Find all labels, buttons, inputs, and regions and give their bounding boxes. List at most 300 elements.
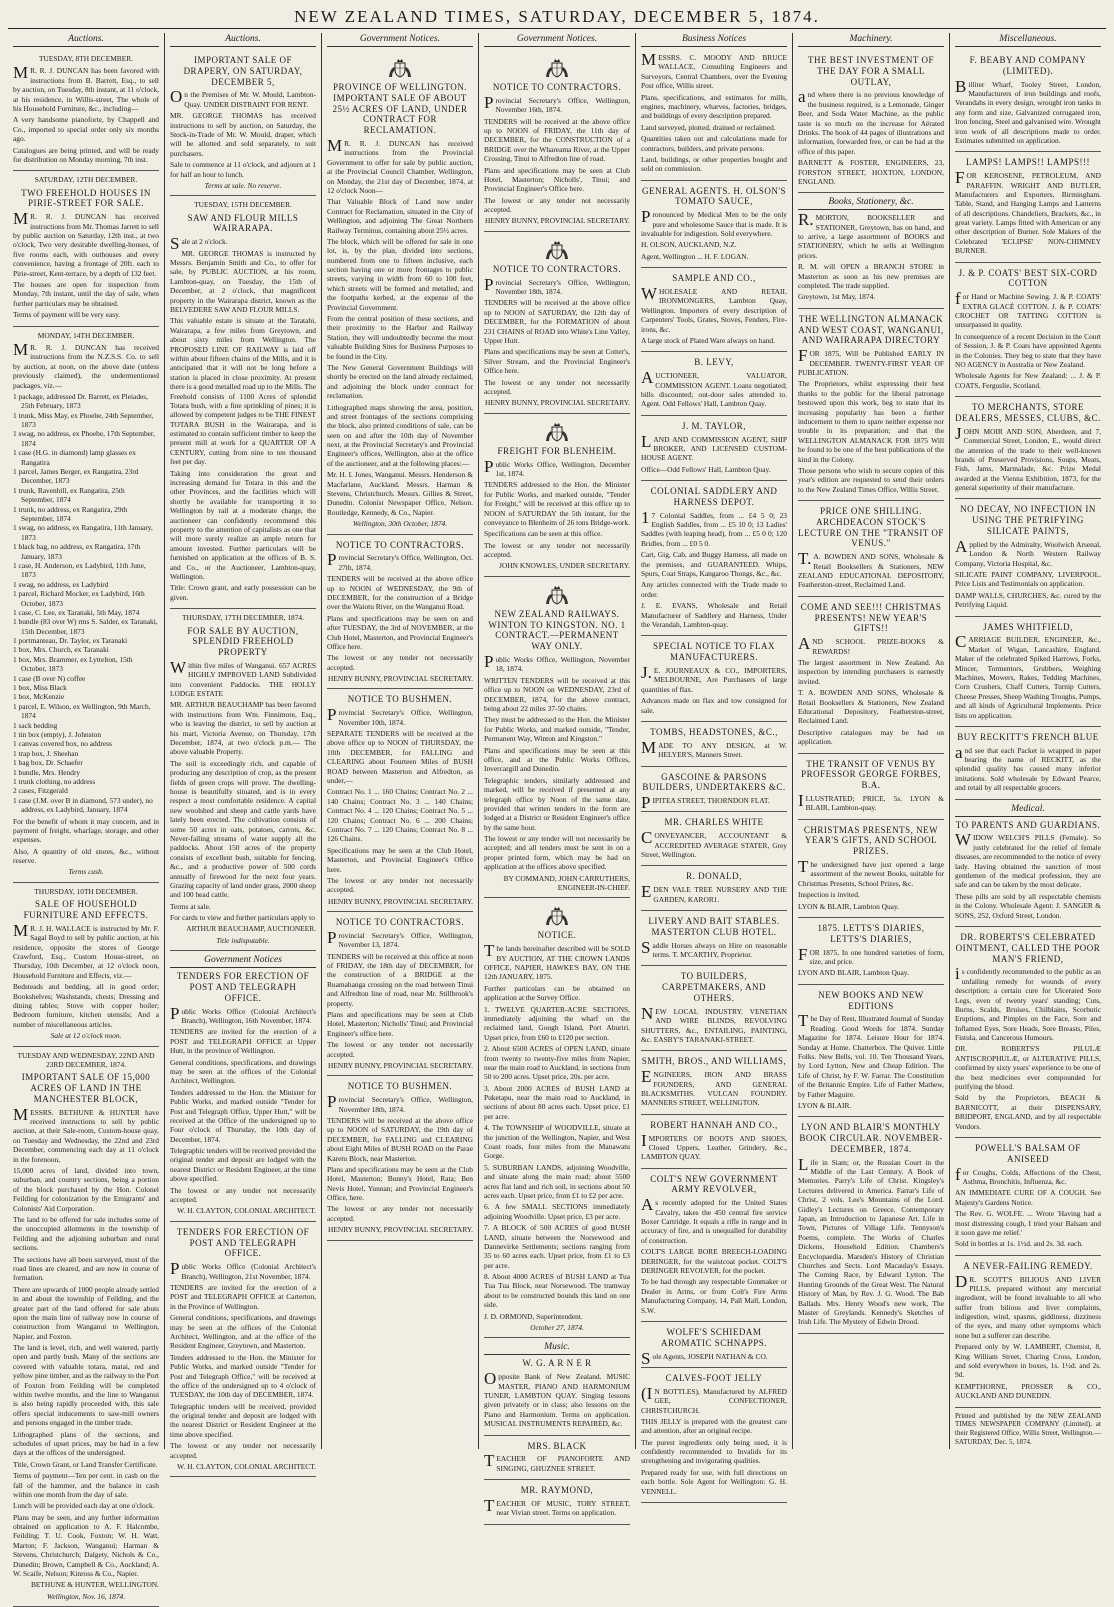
ad-heading: THE TRANSIT OF VENUS BY PROFESSOR GEORGE FORBES, B.A. [801,758,941,791]
ad-paragraph: TENDERS will be received at the above office up to NOON of FRIDAY, the 11th day of DECEMBER, for the CONSTRUCTION of a BRIDGE over the Whareama River, at the Upper Crossing, Tinui to Alfredton line of road. [484,116,630,164]
ad-heading: TO BUILDERS, CARPETMAKERS, AND OTHERS. [661,971,766,1003]
ad-paragraph: That Valuable Block of Land now under Contract for Reclamation, situated in the City of Wellington, and adjoining The Great Northern Railway Terminus, containing about 25½ acres. [327,197,473,235]
ad-heading: TWO FREEHOLD HOUSES IN PIRIE-STREET FOR SALE. [21,187,151,209]
ad-paragraph: MESSRS. BETHUNE & HUNTER have received instructions to sell by public auction, at their Sale-room, Custom-house quay, on Tuesday and Wednesday, the 22nd and 23rd December, commencing each day at 11 o'clock in the forenoon, [13,1104,159,1164]
advertisement [641,866,787,911]
ad-paragraph: Specifications can be seen at this office. [484,529,603,539]
ad-footer: Wellington, Nov. 16, 1874. [46,1591,126,1601]
ad-paragraph: Contract No. 1 ... 160 Chains; Contract No. 2 ... 140 Chains; Contract No. 3 ... 140 Chains; Contract No. 4 ... 120 Chains; Contract No. 5 ... 120 Chains; Contract No. 6 ... 200 Chains; Contract No. 7 ... 120 Chains; Contract No. 8 ... 126 Chains. [327,787,473,844]
ad-paragraph: 8. About 4000 ACRES of BUSH LAND at Tua Tua Tua Block, near Norsewood. The tramway about to be constructed bounds this land on one side. [484,1272,630,1310]
ad-heading: NOTICE TO BUSHMEN. [347,1081,453,1092]
ad-paragraph: Plans and specifications may be seen at the Club Hotel, Masterton; Bunny's Hotel, Rata; Ben Nevis Hotel, Yunnan; and Provincial Engineer's Office, here. [327,1164,473,1203]
advertisement [798,820,944,918]
ad-date: THURSDAY, 17TH DECEMBER, 1874. [182,613,304,623]
ad-paragraph: and where there is no previous knowledge of the business required, is a Lemonade, Ginger Beer, and Soda Water Machine, as the public taste is so much on the increase for Aërated Drinks. The book of 44 pages of illustrations and information, forwarded free, or can be had at the office of this paper. [798,87,944,156]
ad-paragraph: The lowest or any tender not necessarily accepted. [327,875,473,895]
ad-paragraph: Agent, Wellington ... H. F. LOGAN. [641,251,749,261]
ad-paragraph: The houses are open for inspection from Monday, 7th instant, until the day of sale, when further particulars may be obtained. [13,280,159,308]
advertisement [955,727,1101,800]
ad-date: MONDAY, 14TH DECEMBER. [37,330,135,340]
ad-paragraph: Provincial Secretary's Office, Wellington, November 16th, 1874. [484,92,630,115]
ad-paragraph: MESSRS. C. MOODY AND BRUCE WALLACE, Consulting Engineers and Surveyors, Central Chambers, over the Evening Post office, Willis street. [641,50,787,91]
ad-paragraph: Public Works Office, Wellington, December 1st, 1874. [484,456,630,478]
ad-heading: NOTICE TO BUSHMEN. [347,694,453,705]
ad-paragraph: and see that each Packet is wrapped in paper bearing the name of RECKITT, as the splendid quality has caused many inferior imitations. Sold wholesale by Edward Pearce, and retail by all respectable grocers. [955,742,1101,793]
list-item: 1 parcel, Richard Mocker, ex Ladybird, 16th October, 1873 [13,589,145,608]
advertisement [170,951,316,1222]
list-item: 1 box, Mrs. Church, ex Taranaki [13,645,109,655]
ad-paragraph: Provincial Secretary's Office, Wellington, November 13, 1874. [327,927,473,950]
ad-paragraph: WIDOW WELCH'S PILLS (Female). So justly celebrated for the relief of female diseases, are recommended to the notice of every lady. Having obtained the sanction of most gentlemen of the medical profession, they are safe and can be taken by the most delicate. [955,830,1101,890]
ad-heading: NEW BOOKS AND NEW EDITIONS [818,989,924,1011]
advertisement [641,1322,787,1368]
advertisement [955,152,1101,262]
ad-heading: BUY RECKITT'S FRENCH BLUE [957,731,1099,742]
advertisement [955,50,1101,152]
ad-heading: ROBERT HANNAH AND CO., [650,1119,778,1130]
advertisement [13,327,159,883]
advertisement [327,689,473,912]
ad-paragraph: Lunch will be provided each day at one o'clock. [13,1501,155,1511]
ad-heading: TO PARENTS AND GUARDIANS. [955,819,1101,830]
ad-paragraph: Lithographed plans of the sections, and schedules of upset prices, may be had in a few days at the offices of the undersigned. [13,1429,159,1458]
ad-signature: W. H. CLAYTON, COLONIAL ARCHITECT. [177,1462,316,1472]
columns-container [8,33,1106,1601]
ad-heading: LYON AND BLAIR'S MONTHLY BOOK CIRCULAR. NOVEMBER-DECEMBER, 1874. [799,1122,943,1154]
advertisement [327,912,473,1076]
ad-paragraph: IMPORTERS OF BOOTS AND SHOES, Closed Uppers, Leather, Grindery, &c., LAMBTON QUAY. [641,1130,787,1162]
ad-paragraph: Wholesale Agents for New Zealand: ... J. & P. COATS, Ferguslie, Scotland. [955,371,1101,390]
section-heading: Miscellaneous. [955,33,1101,47]
list-item: 1 trunk, no address, ex Rangatira, 29th September, 1874 [13,504,128,523]
ad-paragraph: is confidently recommended to the public as an unfailing remedy for wounds of every description; a certain cure for Ulcerated Sore Legs, even of twenty years' standing; Cuts, Burns, Scalds, Bruises, Chilblains, Scorbutic Eruptions, and Pimples on the Face, Sore and Inflamed Eyes, Sore Heads, Sore Breasts, Piles, Fistula, and Cancerous Humours. [955,964,1101,1043]
ad-heading: DR. ROBERTS'S CELEBRATED OINTMENT, CALLED THE POOR MAN'S FRIEND, [955,931,1101,964]
advertisement [641,352,787,415]
ad-heading: TENDERS FOR ERECTION OF POST AND TELEGRAPH OFFICE. [176,1226,310,1259]
ad-paragraph: 15,000 acres of land, divided into town, suburban, and country sections, being a portion of the block purchased by the Hon. Colonel Feilding for colonization by the Emigrants' and Colonists' Aid Corporation. [13,1166,159,1213]
ad-paragraph: The lowest or any tender will not necessarily be accepted; and all tenders must be sent in on a proper printed form, which may be had on application at the offices above specified. [484,834,630,872]
ad-paragraph: 17 Colonial Saddles, from ... £4 5 0; 23 English Saddles, from ... £5 10 0; 13 Ladies' Saddles (with leaping head), from ... £5 0 0; 120 Bridles, from ... £0 5 0. [641,507,787,548]
ad-heading: COME AND SEE!!! CHRISTMAS PRESENTS! NEW YEAR'S GIFTS!! [800,601,942,634]
ad-paragraph: FOR 1875, In one hundred varieties of form, size, and price. [798,944,944,966]
ad-heading: WOLFE'S SCHIEDAM AROMATIC SCHNAPPS. [660,1326,768,1348]
section-heading: Music. [484,1341,630,1355]
ad-signature: HENRY BUNNY, PROVINCIAL SECRETARY. [328,1060,473,1070]
advertisement [641,268,787,352]
ad-paragraph: Within five miles of Wanganui. 657 ACRES HIGHLY IMPROVED LAND Subdivided into convenient Paddocks. THE HOLLY LODGE ESTATE [170,657,316,699]
ad-paragraph: In consequence of a recent Decision in the Court of Session, J. & P. Coats have appointed Agents in the Colonies. They beg to state that they have NO AGENCY in Australia or New Zealand. [955,331,1101,369]
royal-arms-crest-icon [543,57,571,79]
ad-paragraph: Life in Siam; or, the Russian Court in the Middle of the Last Century. A Book of Memories. Parry's Life of Christ. Kingsley's Lectures delivered in America. Farrar's Life of Christ, 2 vols. Lee's Mountains of the Lord. Gidley's Lectures on Greece. Contemporary Japan, an Introduction to Japanese Art. Life in Town, Pictures of Village Life. Tennyson's Poems, complete. The Works of Charles Dickens, Household Edition. Chambers's Encyclopaedia. Marsden's History of Christian Churches and Sects. Lord Macaulay's Essays. The Coming Race, by Edward Lytton. The Hunting Grounds of the Great West. The Natural History of Man, by Rev. J. G. Wood. The Bab Ballads. Mrs. Henry Wood's new work, The Master of Greylands. Kennedy's Sketches of Irish Life. The Mystery of Edwin Drood. [798,1154,944,1327]
printer-imprint: Printed and published by the NEW ZEALAND TIMES NEWSPAPER COMPANY (Limited), at their Registered Office, Willis Street, Wellington.—SATURDAY, Dec. 5, 1874. [955,1411,1101,1447]
ad-paragraph: DR. ROBERTS'S PILULÆ ANTISCROPHULÆ, or ALTERATIVE PILLS, confirmed by sixty years' experience to be one of the best medicines ever compounded for purifying the blood. [955,1044,1101,1092]
ad-heading: MR. CHARLES WHITE [664,817,764,828]
ad-paragraph: A very handsome pianoforte, by Chappell and Co., imported to special order only six months ago. [13,115,159,144]
ad-paragraph: Quantities taken out and calculations made for contractors, builders, and private persons. [641,134,787,153]
ad-heading: CHRISTMAS PRESENTS, NEW YEAR'S GIFTS, AND SCHOOL PRIZES. [803,824,939,857]
ad-paragraph: for Coughs, Colds, Affections of the Chest, Asthma, Bronchitis, Influenza, &c. [955,1164,1101,1186]
ad-paragraph: TENDERS will be received at the above office up to NOON of SATURDAY, the 12th day of DECEMBER, for the FORMATION of about 231 CHAINS of ROAD into White's Line Valley, Upper Hutt. [484,298,630,346]
ad-paragraph: Sale at 2 o'clock. [170,234,228,254]
ad-paragraph: 6. A few SMALL SECTIONS immediately adjoining Woodville. Upset price, £3 per acre. [484,1202,630,1221]
ad-paragraph: Greytown, 1st May, 1874. [798,292,876,302]
ad-paragraph: Plans and specifications may be seen at Club Hotel, Masterton; Nicholls', Tinui; and Provincial Engineer's Office here. [484,165,630,194]
advertisement [955,1138,1101,1256]
ad-paragraph: The land is level, rich, and well watered, partly open and partly bush. Many of the sections are covered with valuable totara, matai, red and yellow pine timber, and as the railway to the Port of Foxton from Feilding will be completed within twelve months, and the line to Wanganui is also being rapidly proceeded with, this sale offers special inducements to saw-mill owners and persons engaged in the timber trade. [13,1343,159,1428]
ad-date: TUESDAY, 8TH DECEMBER. [38,54,134,63]
ad-paragraph: Provincial Secretary's Office, Wellington, November 18th, 1874. [484,274,630,297]
ad-heading: 1875. LETTS'S DIARIES, LETTS'S DIARIES, [817,923,925,944]
ad-heading: NOTICE TO CONTRACTORS. [335,539,465,550]
ad-paragraph: Title: Crown grant, and early possession can be given. [170,583,316,602]
ad-paragraph: MR. J. H. WALLACE is instructed by Mr. F. Sagal Boyd to sell by public auction, at his residence, opposite the stores of George Crawford, Esq., Custom House-street, on Thursday, 10th December, at 12 o'clock noon, Household Furniture and Effects, viz.— [13,920,159,980]
list-item: 1 case (J.M. over B in diamond, 573 under), no address, ex Ladybird, January, 1874 [13,795,153,815]
ad-heading: NOTICE TO CONTRACTORS. [335,917,465,928]
ad-paragraph: The Proprietors, whilst expressing their best thanks to the public for the liberal patronage bestowed upon this work, beg to state that its increasing popularity has been a further inducement to them to spare neither expense nor trouble in its preparation; and that the WELLINGTON ALMANACK FOR 1875 Will be found to be one of the best publications of the kind in the Colony. [798,379,944,464]
column-7 [950,33,1106,1449]
advertisement [641,767,787,813]
advertisement [798,309,944,501]
ad-paragraph: LYON & BLAIR. [798,1100,852,1110]
section-heading: Government Notices. [327,33,473,47]
advertisement [13,50,159,171]
ad-paragraph: MR. ARTHUR BEAUCHAMP has been favored with instructions from Wm. Finnimore, Esq., who is leaving the district, to sell by auction at his mart, Victoria Avenue, on Thursday, 17th December, 1874, at two o'clock p.m.— The above valuable Property. [170,700,316,757]
ad-paragraph: TEACHER OF PIANOFORTE AND SINGING, GHUZNEE STREET. [484,1451,630,1473]
section-heading: Medical. [955,803,1101,817]
advertisement [13,883,159,1047]
section-heading: Government Notices [170,954,316,968]
advertisement [798,985,944,1118]
ad-heading: LIVERY AND BAIT STABLES. MASTERTON CLUB HOTEL. [648,916,780,937]
royal-arms-crest-icon [543,239,571,261]
ad-paragraph: MR. GEORGE THOMAS has received instructions to sell by auction, on Saturday, the Stock-in-Trade of Mr. W. Mould, draper, which will be allotted and sold separately, to suit purchasers. [170,111,316,158]
ad-paragraph: Descriptive catalogues may be had on application. [798,727,944,747]
ad-paragraph: Applied by the Admiralty, Woolwich Arsenal, London & North Western Railway Company, Victoria Hospital, &c. [955,536,1101,568]
ad-paragraph: H. OLSON, AUCKLAND, N.Z. [641,240,737,250]
advertisement [798,50,944,193]
ad-paragraph: TENDERS addressed to the Hon. the Minister for Public Works, and marked outside, "Tender for Freight," will be received at this office up to NOON of SATURDAY the 5th instant, for the conveyance to Blenheim of 26 tons Bridge-work. [484,480,630,527]
ad-paragraph: 1. TWELVE QUARTER-ACRE SECTIONS, immediately adjoining the wharf on the reclaimed land, Gough Island, Port Ahuriri. Upset price, from £60 to £120 per section. [484,1004,630,1042]
ad-paragraph: CARRIAGE BUILDER, ENGINEER, &c., Market of Wigan, Lancashire, England. Maker of the celebrated Spiked Harrows, Forks, Mincer, Tormentors, Grubbers, Weighing Machines, Mowers, Rakes, Tedding Machines, Corn Crushers, Chaff Cutters, Turnip Cutters, Cheese Presses, Sheep Washing Troughs, Pumps, and all kinds of Agricultural Implements. Price lists on application. [955,632,1101,720]
ad-heading: J. M. TAYLOR, [681,420,747,431]
ad-paragraph: For cards to view and further particulars apply to [170,913,315,923]
ad-paragraph: Tenders addressed to the Hon. the Minister for Public Works, and marked outside "Tender for Post and Telegraph Office, Upper Hutt," will be received at the Office of the undersigned up to Four o'clock of Thursday, the 10th day of December, 1874. [170,1087,316,1144]
ad-paragraph: Terms of payment will be very easy. [13,310,121,320]
ad-footer: Sale at 12 o'clock noon. [50,1031,122,1041]
ad-paragraph: Tenders addressed to the Hon. the Minister for Public Works, and marked outside "Tender for Post and Telegraph Office," will be received at the office of the undersigned up to 4 o'clock of TUESDAY, the 10th day of DECEMBER, 1874. [170,1352,316,1400]
list-item: 1 case (H.G. in diamond) lamp glasses ex Rangatira [13,448,136,467]
ad-paragraph: DR. SCOTT'S BILIOUS AND LIVER PILLS, prepared without any mercurial ingredient, will be found invaluable to all who suffer from bilious and liver complaints, indigestion, wind, spasms, giddiness, dizziness of the eyes, and many other symptoms which none but a sufferer can describe. [955,1271,1101,1340]
masthead: NEW ZEALAND TIMES, SATURDAY, DECEMBER 5, 1874. [8,6,1106,29]
ad-paragraph: MR. R. J. DUNCAN has been favored with instructions from B. Barrett, Esq., to sell by auction, on Tuesday, 8th instant, at 11 o'clock, at his residence, in Willis-street, The whole of his Household Furniture, &c., including— [13,63,159,113]
advertisement [170,196,316,609]
ad-heading: JAMES WHITFIELD, [983,621,1073,632]
ad-paragraph: Specifications may be seen at the Club Hotel, Masterton, and Provincial Engineer's Office here. [327,845,473,874]
ad-paragraph: Terms of payment—Ten per cent. in cash on the fall of the hammer, and the balance in cash within one month from the day of sale. [13,1471,159,1499]
ad-paragraph: Catalogues are being printed, and will be ready for distribution on Monday morning, 7th inst. [13,145,159,164]
ad-paragraph: EDEN VALE TREE NURSERY AND THE GARDEN, KAROR1. [641,882,787,904]
list-item: 1 parcel, E. Wilson, ex Wellington, 9th March, 1874 [13,701,151,721]
list-item: 1 box, Mrs. Brammer, ex Lyttelton, 15th October, 1873 [13,654,133,674]
ad-date: TUESDAY AND WEDNESDAY, 22ND AND 23RD DECEMBER, 1874. [17,1050,155,1069]
ad-paragraph: The Day of Rest, Illustrated Journal of Sunday Reading. Good Words for 1874. Sunday Magazine for 1874. Leisure Hour for 1874. Sunday at Home. Chatterbox. The Quiver. Little Folks. New Bells, vol. 10. Ten Thousand Years, by Lord Lytton, New and Cheap Edition. The Life of Christ, by F. W. Farrar. The Constitution of the Britannic Empire. Life of Father Mathew, by Father Maguire. [798,1011,944,1099]
ad-paragraph: R. M. will OPEN a BRANCH STORE in Masterton as soon as his new premises are completed. The trade supplied. [798,262,944,291]
ad-paragraph: MADE TO ANY DESIGN, at W. HELYER'S, Manners Street. [641,737,787,760]
ad-paragraph: For the benefit of whom it may concern, and in payment of freight, wharfage, storage, and other expenses. [13,816,159,845]
ad-signature: HENRY BUNNY, PROVINCIAL SECRETARY. [328,896,473,906]
ad-paragraph: Land surveyed, plotted, drained or reclaimed. [641,122,776,132]
list-item: 1 case, H. Anderson, ex Ladybird, 11th June, 1873 [13,560,146,580]
column-1 [8,33,165,1601]
ad-heading: GENERAL AGENTS. H. OLSON'S TOMATO SAUCE, [641,185,787,207]
package-list [13,392,159,815]
ad-paragraph: The block, which will be offered for sale in one lot, is, by the plan, divided into sections, numbered from one to fifteen inclusive, each section having one or more frontages to public streets, varying in width from 60 to 100 feet, which streets will be formed and metalled, and the footpaths kerbed, at the expense of the Provincial Government. [327,236,473,312]
ad-paragraph: 7. A BLOCK of 500 ACRES of good BUSH LAND, situate between the Norsewood and Dannevirke Settlements; sections ranging from 35 to 60 acres each. Upset price, from £1 to £3 per acre. [484,1223,630,1270]
ad-heading: J. & P. COATS' BEST SIX-CORD COTTON [958,267,1098,289]
ad-heading: PROVINCE OF WELLINGTON. IMPORTANT SALE OF ABOUT 25½ ACRES OF LAND, UNDER CONTRACT FOR RECLAMATION. [332,82,468,136]
ad-heading: TOMBS, HEADSTONES, &C., [650,726,778,737]
advertisement [484,577,630,899]
ad-paragraph: Pronounced by Medical Men to be the only pure and wholesome Sauce that is made. It is invaluable for indigestion. Sold everywhere. [641,207,787,239]
ad-paragraph: Advances made on flax and tow consigned for sale. [641,696,787,715]
ad-paragraph: COLT'S LARGE BORE BREECH-LOADING DERINGER, for the waistcoat pocket. COLT'S DERINGER REVOLVER, for the pocket. [641,1247,787,1276]
ad-signature: BETHUNE & HUNTER, WELLINGTON. [30,1580,159,1590]
ad-paragraph: Prepared ready for use, with full directions on each bottle. Sole Agent for Wellington: G. H. VENNELL. [641,1467,787,1496]
ad-paragraph: Telegraphic tenders will be received, provided the original tender and deposit are lodged with the nearest District or Resident Engineer at the time above specified. [170,1401,316,1439]
ad-heading: CALVES-FOOT JELLY [665,1372,763,1383]
ad-heading: COLONIAL SADDLERY AND HARNESS DEPOT. [650,486,778,507]
ad-paragraph: Sole Agents, JOSEPH NATHAN & CO. [641,1348,768,1368]
advertisement [327,535,473,690]
ad-heading: THE BEST INVESTMENT OF THE DAY FOR A SMALL OUTLAY, [808,55,934,87]
ad-paragraph: The undersigned have just opened a large assortment of the newest Books, suitable for Christmas Presents, School Prizes, &c. [798,857,944,888]
ad-heading: A NEVER-FAILING REMEDY. [963,1260,1093,1271]
ad-paragraph: The lowest or any tender not necessarily accepted. [170,1441,316,1460]
royal-arms-crest-icon [543,905,571,927]
list-item: 1 sack bedding [13,720,58,730]
ad-paragraph: AN IMMEDIATE CURE OF A COUGH. See Majesty's Gardens Notice. [955,1188,1101,1207]
ad-paragraph: The lowest or any tender not necessarily accepted. [170,1185,316,1205]
ad-paragraph: A large stock of Plated Ware always on hand. [641,335,775,345]
ad-paragraph: The soil is exceedingly rich, and capable of producing any description of crop, as the present fields of green crops will prove. The dwelling-house is beautifully situated, and is in every respect a most comfortable residence. A capital new woolshed and sheep and cattle yards have lately been erected. The cultivation consists of some 50 acres in oats, potatoes, carrots, &c. Never-failing streams of water supply all the paddocks. About 150 acres of the property consists of excellent bush, suitable for fencing, &c., and a productive power of 500 cords annually of firewood for the next four years. Grazing capacity of land under grass, 2000 sheep and 100 head cattle. [170,758,316,900]
ad-paragraph: AUCTIONEER, VALUATOR, COMMISSION AGENT. Loans negotiated; bills discounted; out-door sales attended to. Agent. Odd Fellows' Hall, Lambton Quay. [641,368,787,409]
ad-heading: W. G. A R N E R [522,1358,592,1369]
ad-paragraph: They must be addressed to the Hon. the Minister for Public Works, and marked outside, "Tender, Permanent Way, Winton and Kingston." [484,715,630,744]
ad-heading: F. BEABY AND COMPANY (LIMITED). [969,55,1087,76]
ad-paragraph: Cart, Gig, Cab, and Buggy Harness, all made on the premises, and GUARANTEED. Whips, Spurs, Coat Straps, Kangaroo Thongs, &c., &c. [641,550,787,579]
advertisement [641,1115,787,1169]
column-4 [479,33,636,1518]
advertisement [170,1222,316,1478]
ad-paragraph: The largest assortment in New Zealand. An inspection by intending purchasers is earnestly invited. [798,657,944,686]
ad-heading: SAMPLE AND CO., [672,273,756,284]
ad-paragraph: These pills are sold by all respectable chemists in the Colony. Wholesale Agent: J. SANGER & SONS, 252, Oxford Street, London. [955,891,1101,920]
ad-paragraph: T.A. BOWDEN AND SONS, Wholesale & Retail Booksellers & Stationers, NEW ZEALAND EDUCATIONAL DEPOSITORY, Featherston-street, Reclaimed Land. [798,549,944,590]
ad-paragraph: On the Premises of Mr. W. Mould, Lambton-Quay. UNDER DISTRAINT FOR RENT. [170,87,316,109]
advertisement [641,812,787,866]
ad-paragraph: Public Works Office (Colonial Architect's Branch), Wellington, 21st November, 1874. [170,1259,316,1281]
royal-arms-crest-icon [386,57,414,79]
ad-paragraph: The lowest or any tender not necessarily accepted. [484,377,630,396]
list-item: 1 trunk clothing, no address [13,776,96,786]
ad-paragraph: 2. About 6500 ACRES of OPEN LAND, situate from twenty to twenty-five miles from Napier, near the main road to Auckland, in sections from 50 to 200 acres. Upset price, 20s. per acre. [484,1044,630,1082]
ad-heading: NO DECAY, NO INFECTION IN USING THE PETRIFYING SILICATE PAINTS, [960,504,1096,537]
advertisement [955,499,1101,616]
ad-paragraph: Sold by the Proprietors, BEACH & BARNICOTT, at their DISPENSARY, BRIDPORT, ENGLAND, and by all respectable Vendors. [955,1093,1101,1131]
list-item: 1 parcel, James Berger, ex Rangatira, 23rd December, 1873 [13,467,139,486]
list-item: 1 trunk, Miss May, ex Phoebe, 24th September, 1873 [13,410,154,430]
ad-paragraph: Taking into consideration the great and increasing demand for Totara in this and the other Provinces, and the facilities which will shortly be available for transporting it to Wellington by rail at a moderate charge, the auctioneer can confidently recommend this property to the attention of capitalists as one that will more surely realize an ample return for amount invested. Further particulars will be furnished on application at the offices of B. S. and Co., or the Auctioneer, Lambton-quay, Wellington. [170,468,316,581]
ad-footer: October 27, 1874. [530,1323,584,1333]
ad-paragraph: THIS JELLY is prepared with the greatest care and attention, after an original recipe. [641,1416,787,1436]
advertisement [484,1480,630,1525]
ad-paragraph: for Hand or Machine Sewing. J. & P. COATS' EXTRA GLACÉ COTTON. J. & P. COATS' CROCHET OR TATTING COTTON is unsurpassed in quality. [955,289,1101,330]
ad-paragraph: DAMP WALLS, CHURCHES, &c. cured by the Petrifying Liquid. [955,590,1101,610]
ad-heading: IMPORTANT SALE OF DRAPERY, ON SATURDAY, DECEMBER 5, [183,55,303,87]
ad-paragraph: J. D. ORMOND, Superintendent. [484,1311,583,1321]
advertisement [170,609,316,951]
section-heading: Government Notices. [484,33,630,47]
advertisement [327,50,473,535]
advertisement [955,1256,1101,1408]
advertisement [798,754,944,820]
ad-paragraph: 4. The TOWNSHIP of WOODVILLE, situate at the junction of the Wellington, Napier, and West Coast roads, four miles from the Manawatu Gorge. [484,1123,630,1161]
ad-paragraph: Plans, specifications, and estimates for mills, engines, machinery, wharves, factories, bridges, and buildings of every description prepared. [641,92,787,121]
advertisement [13,171,159,326]
ad-heading: TO MERCHANTS, STORE DEALERS, MESSES, CLUBS, &C. [955,402,1101,423]
list-item: 1 tin box (empty), J. Johnston [13,729,102,739]
ad-paragraph: General conditions, specifications, and drawings may be seen at the offices of the Colonial Architect, Wellington. [170,1057,316,1086]
advertisement [484,1436,630,1481]
ad-paragraph: TENDERS will be received at the above office up to NOON of WEDNESDAY, the 9th of DECEMBER, for the construction of a Bridge over the Waiotu River, on the Wanganui Road. [327,574,473,612]
ad-paragraph: Sale to commence at 11 o'clock, and adjourn at 1 for half an hour to lunch. [170,160,316,179]
ad-heading: SALE OF HOUSEHOLD FURNITURE AND EFFECTS. [23,899,149,921]
ad-paragraph: AND SCHOOL PRIZE-BOOKS & REWARDS! [798,634,944,656]
advertisement [641,50,787,181]
ad-paragraph: WRITTEN TENDERS will be received at this office up to NOON on WEDNESDAY, 23rd of DECEMBER, 1874, for the above contract, being about 22 miles 37-50 chains. [484,675,630,713]
ad-paragraph: MR. GEORGE THOMAS is instructed by Messrs. Benjamin Smith and Co., to offer for sale, by PUBLIC AUCTION, at his room, Lambton-quay, on Tuesday, the 15th of December, at 2 o'clock, that magnificent property in the Wairarapa district, known as the BELVEDERE SAW AND FLOUR MILLS. [170,248,316,315]
ad-paragraph: Public Works Office, Wellington, November 18, 1874. [484,652,630,674]
column-6 [793,33,950,1449]
ad-paragraph: The lowest or any tender not necessarily accepted. [327,653,473,672]
ad-paragraph: Office—Odd Fellows' Hall, Lambton Quay. [641,464,771,474]
ad-heading: LAMPS! LAMPS!! LAMPS!!! [965,157,1090,168]
ad-paragraph: The lowest or any tender not necessarily accepted. [327,1204,473,1223]
ad-paragraph: Plans and specifications may be seen on and after TUESDAY, the 3rd of NOVEMBER, at the Club Hotel, Masterton, and Provincial Engineer's Office here. [327,613,473,651]
advertisement [641,966,787,1051]
ad-paragraph: KEMPTHORNE, PROSSER & CO., AUCKLAND AND DUNEDIN. [955,1381,1101,1401]
ad-paragraph: Terms at sale. [170,901,211,911]
advertisement [798,918,944,985]
ad-heading: FOR SALE BY AUCTION, SPLENDID FREEHOLD PROPERTY [187,625,299,658]
ad-signature: ARTHUR BEAUCHAMP, AUCTIONEER. [186,924,316,934]
ad-heading: NOTICE. [537,930,577,941]
ad-paragraph: T. A. BOWDEN AND SONS, Wholesale & Retail Booksellers & Stationers, New Zealand Educational Depository, Featherston-street, Reclaimed Land. [798,688,944,726]
ad-paragraph: Bedsteads and bedding, all in good order; Bookshelves; Washstands, chests; Dressing and dining tables; Stove with copper boiler; Bedroom furniture, kitchen utensils; And a number of miscellaneous articles. [13,982,159,1029]
ad-paragraph: To be had through any respectable Gunmaker or Dealer in Arms, or from Colt's Fire Arms Manufacturing Company, 14, Pall Mall, London, S.W. [641,1277,787,1315]
advertisement [955,397,1101,499]
ad-paragraph: 5. SUBURBAN LANDS, adjoining Woodville, and situate along the main road; about 5500 acres flat land and rich soil, in sections about 50 acres each. Upset price, from £1 to £2 per acre. [484,1162,630,1200]
ad-paragraph: Mr. H. I. Jones, Wanganui. Messrs. Henderson & Macfarlane, Auckland. Messrs. Harman & Stevens, Christchurch. Messrs. Gillies & Street, Dunedin. Colonist Newspaper Office, Nelson. Routledge, Kennedy, & Co., Napier. [327,470,473,517]
ad-paragraph: Title, Crown Grant, or Land Transfer Certificate. [13,1459,158,1469]
list-item: 1 swag, no address, ex Ladybird [13,579,109,589]
list-item: 1 box, McKenzie [13,692,65,702]
ad-heading: GASCOINE & PARSONS BUILDERS, UNDERTAKERS &C. [642,771,786,793]
advertisement [641,1051,787,1114]
ad-paragraph: TENDERS are invited for the erection of a POST and TELEGRAPH OFFICE at Carterton, in the Province of Wellington. [170,1283,316,1311]
ad-paragraph: Further particulars can be obtained on application at the Survey Office. [484,983,630,1003]
ad-paragraph: TENDERS will be received at this office at noon of FRIDAY, the 18th day of DECEMBER, for the construction of a BRIDGE at the Ruamahanga crossing on the road between Tinui and Alfredton line of road, near Mr. Stillbrook's property. [327,951,473,1008]
ad-paragraph: PIPITEA STREET, THORNDON FLAT. [641,793,770,813]
advertisement [641,416,787,481]
ad-paragraph: 3. About 2000 ACRES of BUSH LAND at Puketapu, near the main road to Auckland, in sections of about 80 acres each. Upset price, £1 per acre. [484,1083,630,1121]
ad-paragraph: J. E. EVANS, Wholesale and Retail Manufacturer of Saddlery and Harness, Under the Verandah, Lambton-quay. [641,601,787,629]
ad-paragraph: Telegraphic tenders, similarly addressed and marked, will be received if presented at any telegraph office by Noon of the same date, provided that written tenders in the form are lodged at a District or Resident Engineer's office by the same hour. [484,775,630,832]
advertisement [798,193,944,309]
section-heading: Auctions. [170,33,316,47]
ad-paragraph: The land to be offered for sale includes some of the unoccupied allotments in the township of Feilding and the adjoining suburban and rural sections. [13,1214,159,1253]
ad-paragraph: FOR KEROSENE, PETROLEUM, AND PARAFFIN. WRIGHT AND BUTLER, Manufacturers and Exporters, Birmingham. Table, Stand, and Hanging Lamps and Lanterns of all descriptions. Chandeliers, Brackets, &c., in great variety. Lamps fitted with American or any other description of Burner. Sole Makers of the Celebrated 'ECLIPSE' NON-CHIMNEY BURNER. [955,168,1101,256]
advertisement [13,1047,159,1607]
list-item: 1 trunk, Ravenhill, ex Rangatira, 25th September, 1874 [13,485,125,505]
ad-paragraph: FOR 1875, Will be Published EARLY IN DECEMBER. TWENTY-FIRST YEAR OF PUBLICATION. [798,346,944,377]
ad-paragraph: SEPARATE TENDERS will be received at the above office up to NOON of THURSDAY, the 10th DECEMBER, for FALLING and CLEARING about Fourteen Miles of BUSH ROAD between Masterton and Alfredton, as under,— [327,729,473,786]
ad-heading: IMPORTANT SALE OF 15,000 ACRES OF LAND IN THE MANCHESTER BLOCK, [21,1072,151,1104]
ad-paragraph: General conditions, specifications, and drawings may be seen at the offices of the Colonial Architect, Wellington, and at the office of the Resident Engineer, Greytown, and Masterton. [170,1313,316,1351]
advertisement [641,181,787,269]
ad-paragraph: MR. R. J. DUNCAN has received instructions from the Provincial Government to offer for sale by public auction, at the Provincial Council Chamber, Wellington, on Monday, the 21st day of December, 1874, at 12 o'clock Noon— [327,135,473,195]
ad-paragraph: Inspection is invited. [798,890,860,900]
advertisement [798,501,944,597]
ad-paragraph: Provincial Secretary's Office, Wellington, Oct. 27th, 1874. [327,550,473,572]
ad-heading: SAW AND FLOUR MILLS WAIRARAPA. [187,212,299,234]
advertisement [484,232,630,414]
royal-arms-crest-icon [543,584,571,606]
advertisement [484,50,630,232]
ad-heading: SMITH, BROS., AND WILLIAMS, [641,1056,787,1067]
ad-paragraph: ILLUSTRATED; PRICE, 5s. LYON & BLAIR, Lambton-quay. [798,790,944,813]
ad-paragraph: TENDERS will be received at the above office up to NOON of SATURDAY, the 19th day of DECEMBER, for FALLING and CLEARING about Eight Miles of BUSH ROAD on the Parae Karetu Block, near Masterton. [327,1115,473,1163]
ad-paragraph: Plans may be seen, and any further information obtained on application to A. F. Halcombe, Feilding; T. U. Cook, Foxton; W. H. Watt, Marton; F. Jackson, Wanganui; Harman & Stevens, Christchurch; Dalgety, Nichols & Co., Dunedin; Brown, Campbell & Co., Auckland; A. W. Scaife, Nelson; Kinross & Co., Napier. [13,1512,159,1579]
ad-paragraph: CONVEYANCER, ACCOUNTANT & ACCREDITED AVERAGE STATER, Grey Street, Wellington. [641,828,787,860]
ad-heading: NEW ZEALAND RAILWAYS. WINTON TO KINGSTON. NO. 1 CONTRACT.—PERMANENT WAY ONLY. [488,608,626,652]
ad-heading: R. DONALD, [686,871,742,882]
list-item: 1 package, addressed Dr. Barrett, ex Pleiades, 25th February, 1873 [13,391,149,411]
ad-heading: THE WELLINGTON ALMANACK AND WEST COAST, WANGANUI, AND WAIRARAPA DIRECTORY [798,313,944,346]
ad-paragraph: BARNETT & FOSTER, ENGINEERS, 23, FORSTON STREET, HOXTON, LONDON, ENGLAND. [798,158,944,186]
section-heading: Books, Stationery, &c. [798,196,944,210]
advertisement [327,1076,473,1240]
ad-paragraph: The lowest or any tender not necessarily accepted. [327,1040,473,1059]
ad-paragraph: Plans and specifications may be seen at Club Hotel, Masterton; Nicholls' Tinui; and Provincial Engineer's office here. [327,1010,473,1038]
column-5 [636,33,793,1496]
ad-paragraph: There are upwards of 1000 people already settled in and about the township of Feilding, and the greater part of the land offered for sale abuts upon the main line of railway now in course of construction from Wanganui to Wellington, Napier, and Foxton. [13,1284,159,1341]
ad-heading: COLT'S NEW GOVERNMENT ARMY REVOLVER, [650,1173,778,1195]
advertisement [641,1169,787,1322]
advertisement [484,1338,630,1435]
ad-paragraph: Sold in bottles at 1s. 1½d. and 2s. 3d. each. [955,1239,1083,1249]
ad-signature: W. H. CLAYTON, COLONIAL ARCHITECT. [177,1206,316,1216]
section-heading: Business Notices [641,33,787,47]
list-item: 1 bundle (83 over W) rms S. Salder, ex Taranaki, 15th December, 1873 [13,617,158,636]
ad-paragraph: Opposite Bank of New Zealand. MUSIC MASTER, PIANO AND HARMONIUM TUNER, LAMBTON QUAY. Singing lessons given privately or in class; also lessons on the Piano and Harmonium. Terms on application. MUSICAL INSTRUMENTS REPAIRED, &c. [484,1369,630,1429]
list-item: 1 canvas covered box, no address [13,739,112,749]
ad-heading: TENDERS FOR ERECTION OF POST AND TELEGRAPH OFFICE. [176,971,310,1003]
ad-paragraph: Provincial Secretary's Office, Wellington, November 10th, 1874. [327,705,473,727]
list-item: 1 swag, no address, ex Rangatira, 11th January, 1873 [13,523,153,542]
ad-paragraph: As recently adopted for the United States Cavalry, takes the 450 central fire service Boxer Cartridge. It equals a rifle in range and in accuracy of fire, and is unequalled for durability of construction. [641,1195,787,1245]
ad-date: SATURDAY, 12TH DECEMBER. [34,175,138,185]
